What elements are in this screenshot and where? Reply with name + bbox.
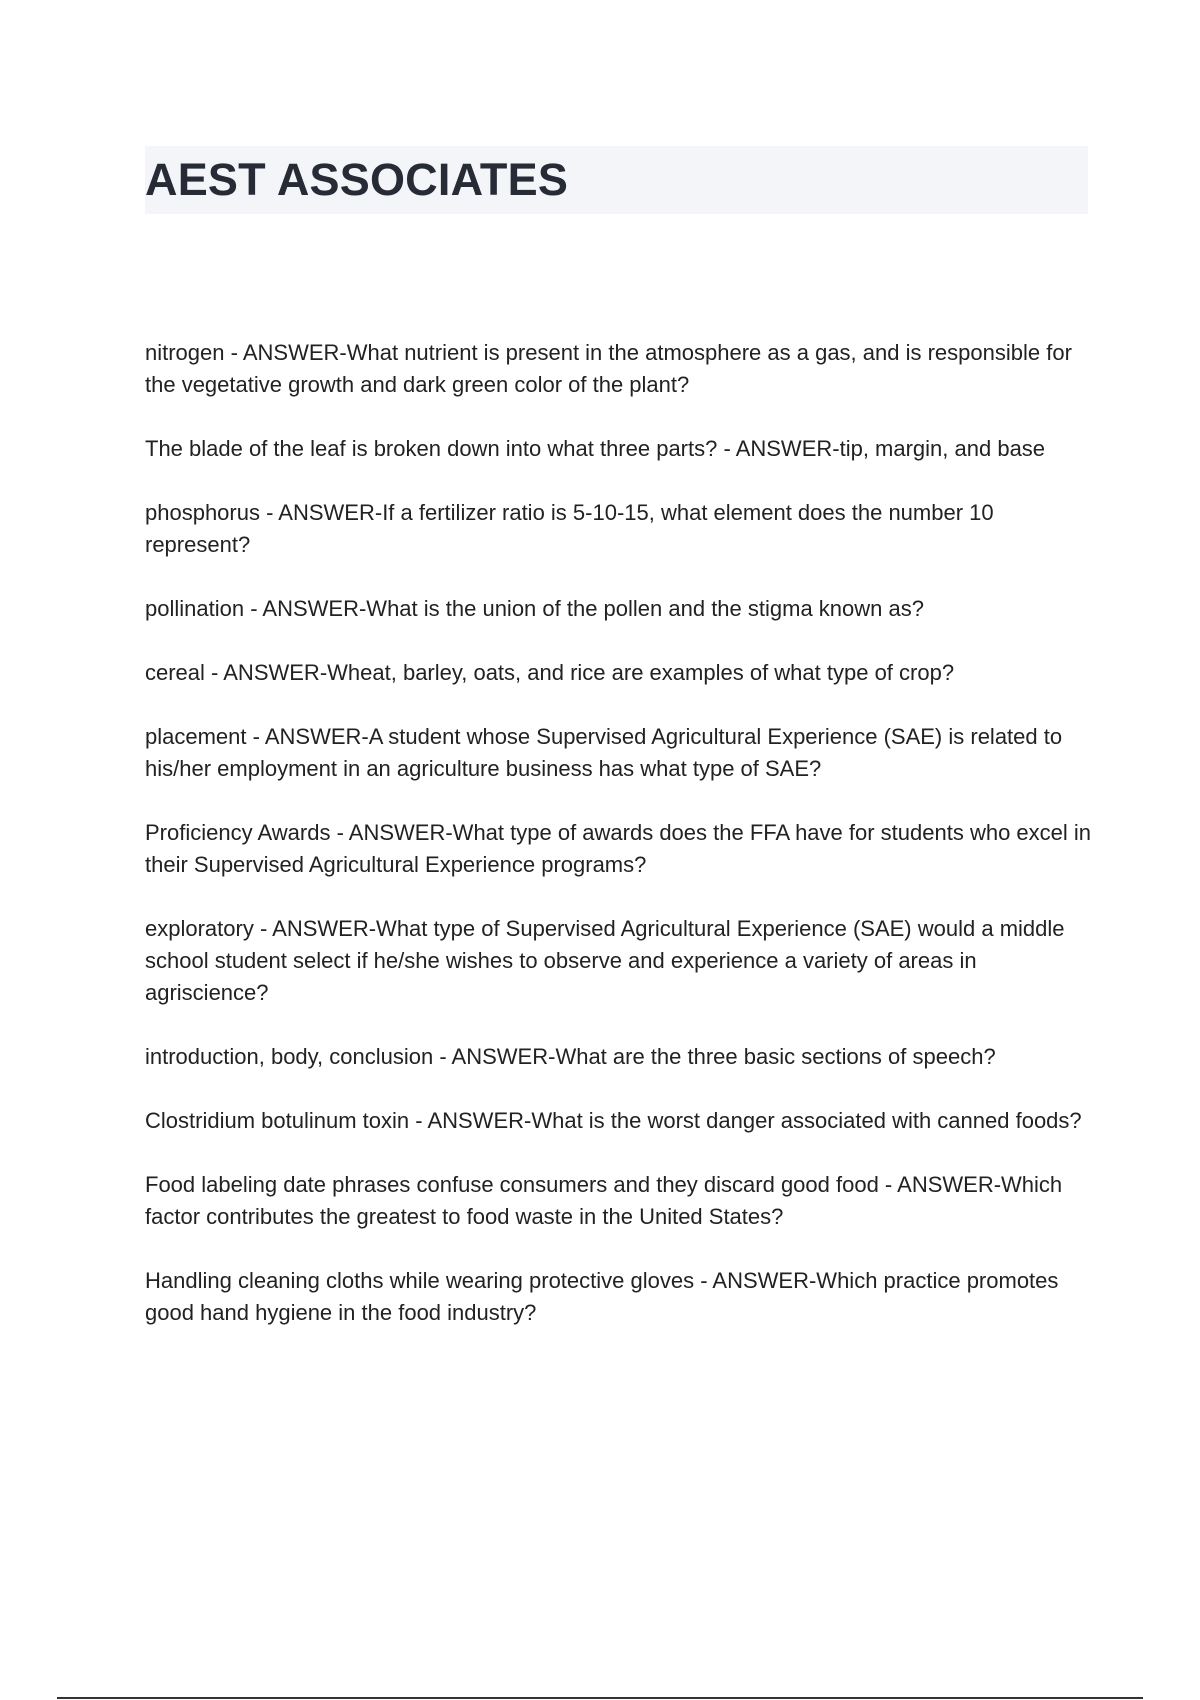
qa-item: phosphorus - ANSWER-If a fertilizer ratio is 5-10-15, what element does the number 10 represent?: [145, 500, 994, 557]
qa-item: The blade of the leaf is broken down into what three parts? - ANSWER-tip, margin, and base: [145, 436, 1046, 461]
qa-item: Clostridium botulinum toxin - ANSWER-What is the worst danger associated with canned foods?: [145, 1108, 1082, 1133]
qa-item: pollination - ANSWER-What is the union of the pollen and the stigma known as?: [145, 596, 924, 621]
qa-item: Food labeling date phrases confuse consumers and they discard good food - ANSWER-Which factor contributes the greatest to food waste in the United States?: [145, 1172, 1063, 1229]
qa-item: introduction, body, conclusion - ANSWER-What are the three basic sections of speech?: [145, 1044, 996, 1069]
qa-item: nitrogen - ANSWER-What nutrient is present in the atmosphere as a gas, and is responsible for the vegetative growth and dark green color of the plant?: [145, 340, 1072, 397]
qa-item: exploratory - ANSWER-What type of Supervised Agricultural Experience (SAE) would a middle school student select if he/she wishes to observe and experience a variety of areas in agriscience?: [145, 916, 1065, 1005]
page-title: AEST ASSOCIATES: [145, 154, 569, 205]
qa-item: cereal - ANSWER-Wheat, barley, oats, and rice are examples of what type of crop?: [145, 660, 955, 685]
qa-list: [145, 337, 1095, 1361]
qa-item: placement - ANSWER-A student whose Supervised Agricultural Experience (SAE) is related to his/her employment in an agriculture business has what type of SAE?: [145, 724, 1063, 781]
footer-divider: [57, 1697, 1143, 1699]
qa-item: Handling cleaning cloths while wearing protective gloves - ANSWER-Which practice promotes good hand hygiene in the food industry?: [145, 1268, 1059, 1325]
qa-item: Proficiency Awards - ANSWER-What type of awards does the FFA have for students who excel in their Supervised Agricultural Experience programs?: [145, 820, 1092, 877]
title-banner: [145, 146, 1088, 214]
